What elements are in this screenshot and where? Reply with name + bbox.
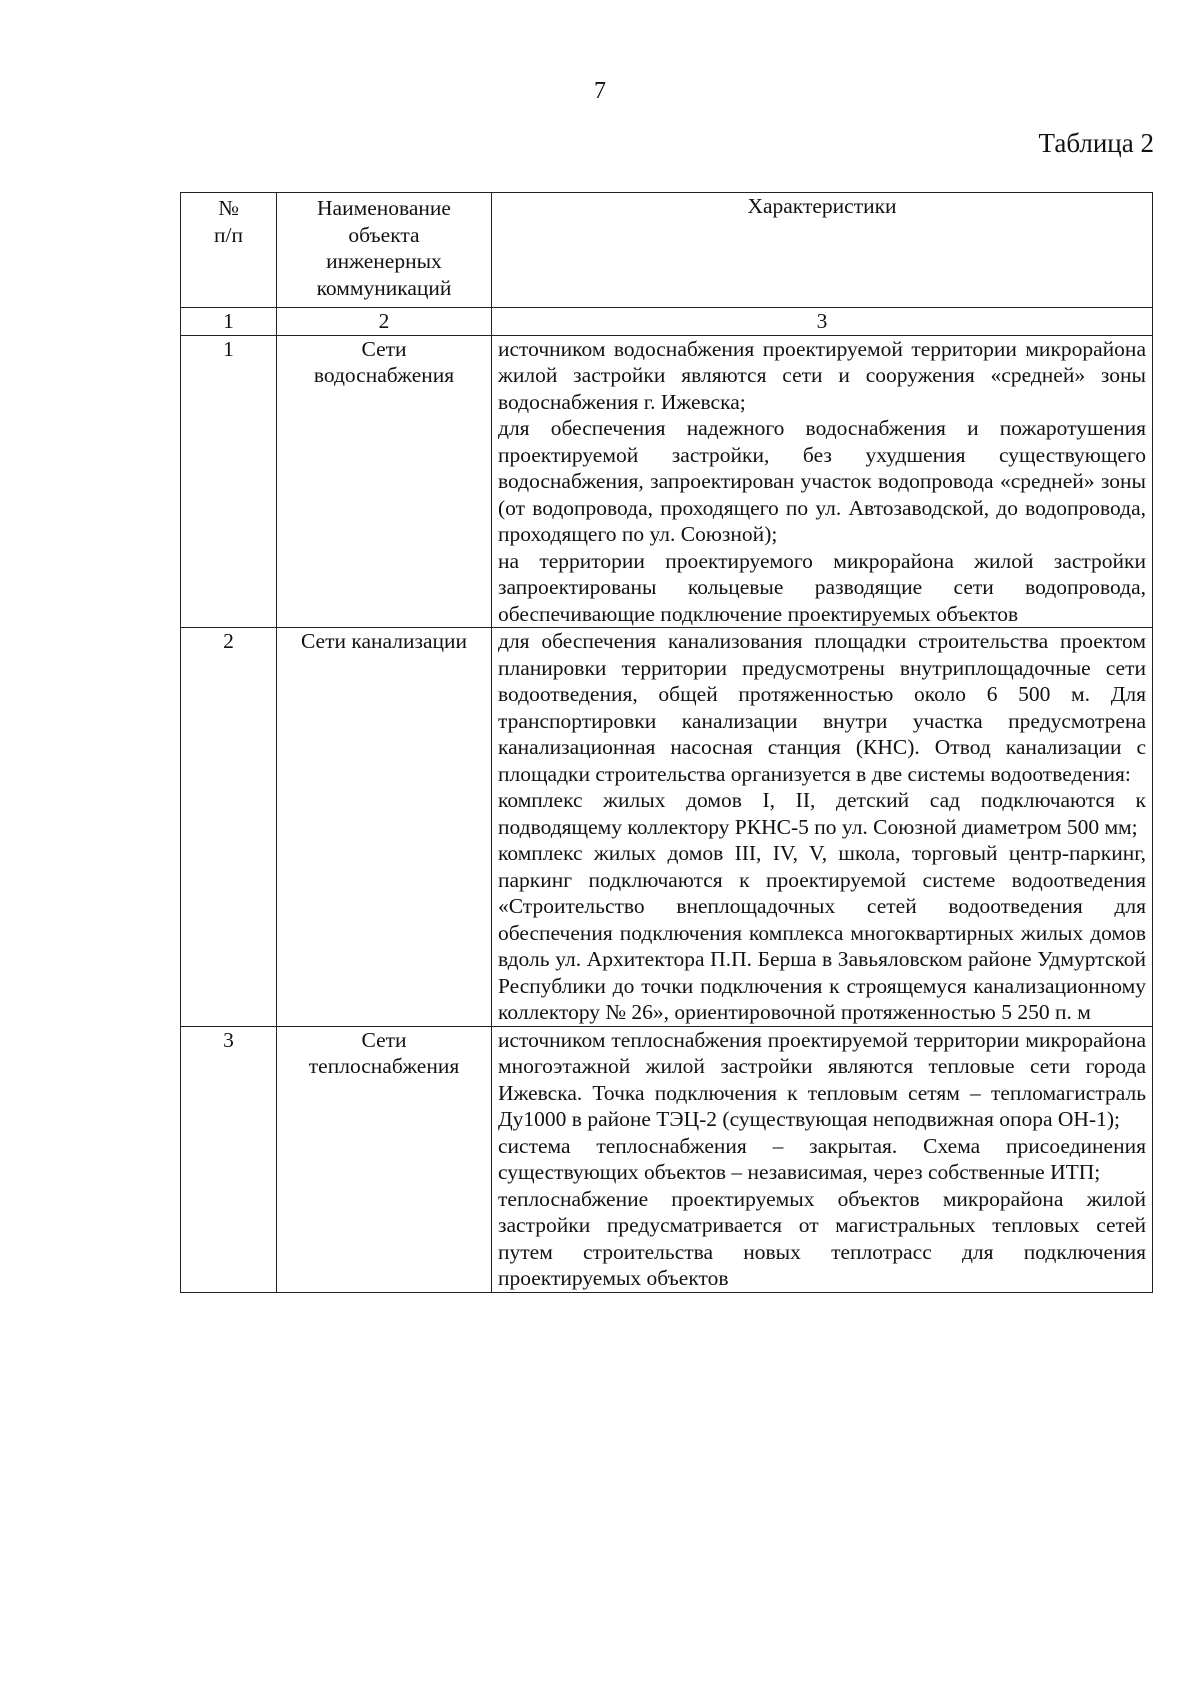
row-name-line: Сети канализации bbox=[300, 629, 468, 653]
table-row bbox=[181, 335, 1153, 628]
characteristic-paragraph: для обеспечения надежного водоснабжения и пожаротушения проектируемой застройки, без ухудшения существующего водоснабжения, запроектирован участок водопровода «средней» зоны (от водопровода, проходящего по ул. Автозаводской, до водопровода, проходящего по ул. Союзной); bbox=[498, 416, 1146, 546]
row-name-line: Сети bbox=[361, 336, 407, 361]
characteristic-paragraph: на территории проектируемого микрорайона жилой застройки запроектированы кольцевые разводящие сети водопровода, обеспечивающие подключение проектируемых объектов bbox=[498, 548, 1146, 626]
page-number: 7 bbox=[594, 78, 606, 104]
characteristic-paragraph: комплекс жилых домов III, IV, V, школа, торговый центр-паркинг, паркинг подключаются к проектируемой системе водоотведения «Строительство внеплощадочных сетей водоотведения для обеспечения подключения комплекса многоквартирных жилых домов вдоль ул. Архитектора П.П. Берша в Завьяловском районе Удмуртской Республики до точки подключения к строящемуся канализационному коллектору № 26», ориентировочной протяженностью 5 250 п. м bbox=[498, 841, 1146, 1024]
row-object-name bbox=[277, 1026, 492, 1292]
row-name-line: Сети bbox=[361, 1027, 407, 1052]
row-number: 1 bbox=[181, 335, 277, 628]
column-number: 3 bbox=[492, 308, 1153, 336]
row-name-line: теплоснабжения bbox=[308, 1054, 460, 1078]
header-characteristics: Характеристики bbox=[492, 193, 1153, 308]
row-object-name bbox=[277, 628, 492, 1027]
table-caption: Таблица 2 bbox=[1038, 128, 1154, 158]
engineering-networks-table bbox=[180, 192, 1153, 1293]
characteristic-paragraph: теплоснабжение проектируемых объектов микрорайона жилой застройки предусматривается от магистральных тепловых сетей путем строительства новых теплотрасс для подключения проектируемых объектов bbox=[498, 1186, 1146, 1290]
header-number-line: № bbox=[218, 196, 239, 220]
row-name-line: водоснабжения bbox=[313, 363, 455, 387]
characteristic-paragraph: источником водоснабжения проектируемой территории микрорайона жилой застройки являются сети и сооружения «средней» зоны водоснабжения г. Ижевска; bbox=[498, 336, 1146, 414]
table-row bbox=[181, 628, 1153, 1027]
table-row bbox=[181, 1026, 1153, 1292]
row-characteristics bbox=[492, 628, 1153, 1027]
table-header-row bbox=[181, 193, 1153, 308]
row-characteristics bbox=[492, 1026, 1153, 1292]
column-number: 2 bbox=[277, 308, 492, 336]
column-number-row bbox=[181, 308, 1153, 336]
header-name-line: коммуникаций bbox=[316, 275, 452, 300]
characteristic-paragraph: источником теплоснабжения проектируемой территории микрорайона многоэтажной жилой застройки являются тепловые сети города Ижевска. Точка подключения к тепловым сетям – тепломагистраль Ду1000 в районе ТЭЦ-2 (существующая неподвижная опора ОН-1); bbox=[498, 1027, 1146, 1131]
header-number bbox=[181, 193, 277, 308]
header-number-line: п/п bbox=[214, 222, 243, 247]
row-characteristics bbox=[492, 335, 1153, 628]
row-number: 3 bbox=[181, 1026, 277, 1292]
column-number: 1 bbox=[181, 308, 277, 336]
header-name-line: объекта bbox=[348, 222, 420, 247]
row-number: 2 bbox=[181, 628, 277, 1027]
row-object-name bbox=[277, 335, 492, 628]
header-name-line: Наименование bbox=[317, 196, 451, 220]
characteristic-paragraph: система теплоснабжения – закрытая. Схема присоединения существующих объектов – независимая, через собственные ИТП; bbox=[498, 1133, 1146, 1184]
header-object-name bbox=[277, 193, 492, 308]
characteristic-paragraph: комплекс жилых домов I, II, детский сад подключаются к подводящему коллектору РКНС-5 по ул. Союзной диаметром 500 мм; bbox=[498, 788, 1146, 839]
characteristic-paragraph: для обеспечения канализования площадки строительства проектом планировки территории предусмотрены внутриплощадочные сети водоотведения, общей протяженностью около 6 500 м. Для транспортировки канализации внутри участка предусмотрена канализационная насосная станция (КНС). Отвод канализации с площадки строительства организуется в две системы водоотведения: bbox=[498, 629, 1146, 786]
header-name-line: инженерных bbox=[326, 249, 442, 273]
